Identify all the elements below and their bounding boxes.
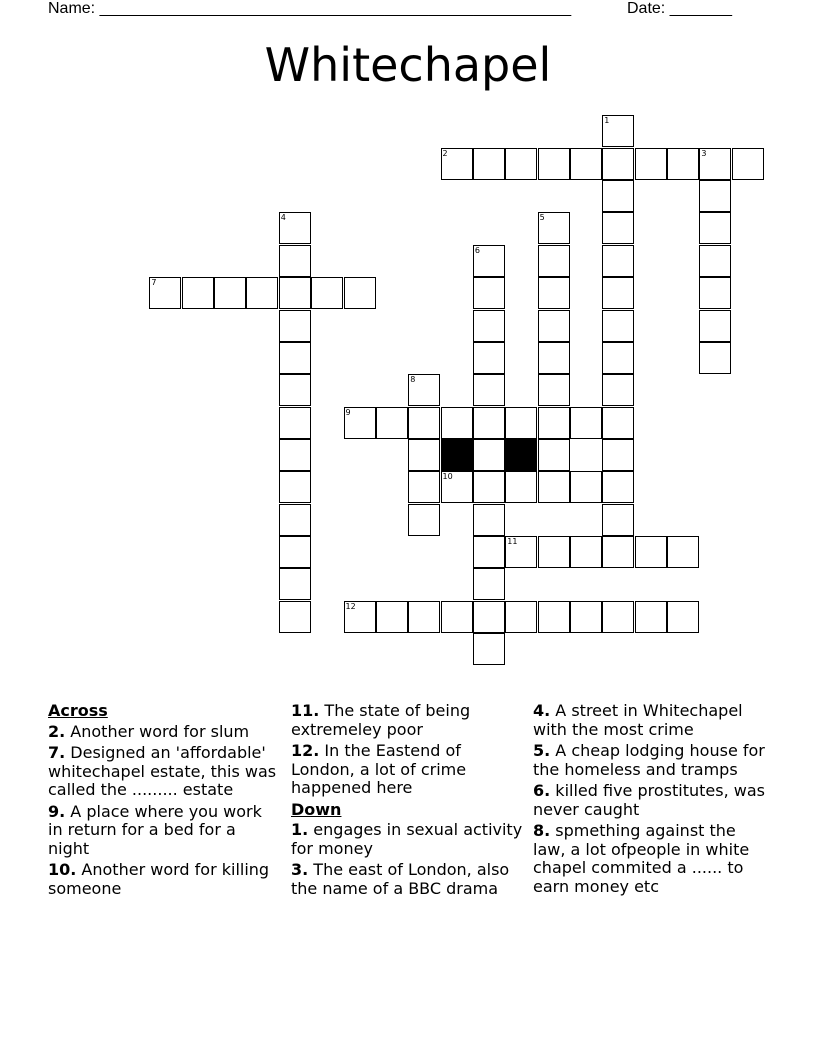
grid-cell[interactable] <box>473 245 505 277</box>
grid-cell[interactable] <box>667 148 699 180</box>
grid-cell[interactable] <box>570 471 602 503</box>
grid-cell[interactable] <box>602 471 634 503</box>
grid-cell[interactable] <box>473 633 505 665</box>
grid-cell[interactable] <box>408 407 440 439</box>
grid-cell[interactable] <box>279 342 311 374</box>
grid-cell[interactable] <box>602 342 634 374</box>
clue-number: 7 <box>151 278 157 288</box>
clue-item-text: The state of being extremeley poor <box>291 701 471 739</box>
grid-cell[interactable] <box>602 245 634 277</box>
clue-item <box>291 702 523 739</box>
grid-cell[interactable] <box>408 439 440 471</box>
clue-item <box>291 742 523 798</box>
grid-cell[interactable] <box>505 536 537 568</box>
grid-cell[interactable] <box>279 568 311 600</box>
clue-number: 10 <box>442 472 453 482</box>
grid-cell[interactable] <box>344 601 376 633</box>
clue-item-text: Another word for slum <box>65 721 250 741</box>
clue-item <box>291 861 523 898</box>
clue-item <box>48 744 280 800</box>
grid-cell[interactable] <box>732 148 764 180</box>
grid-cell[interactable] <box>473 374 505 406</box>
grid-cell[interactable] <box>699 180 731 212</box>
grid-cell[interactable] <box>570 601 602 633</box>
clue-item-text: The east of London, also the name of a BBC drama <box>291 860 510 898</box>
clue-item <box>48 803 280 859</box>
grid-cell[interactable] <box>699 148 731 180</box>
clue-item-text: engages in sexual activity for money <box>291 820 523 858</box>
clue-item-number: 5. <box>533 741 551 760</box>
grid-cell[interactable] <box>279 439 311 471</box>
grid-cell[interactable] <box>538 342 570 374</box>
grid-cell[interactable] <box>246 277 278 309</box>
across-clue-list-continued <box>291 702 523 798</box>
clue-number: 3 <box>701 148 707 158</box>
grid-cell[interactable] <box>667 536 699 568</box>
down-heading: Down <box>291 799 342 819</box>
grid-cell[interactable] <box>538 212 570 244</box>
clue-item <box>533 782 773 819</box>
date-label: Date: <box>627 0 666 17</box>
grid-cell[interactable] <box>602 277 634 309</box>
name-label: Name: <box>48 0 96 17</box>
grid-cell[interactable] <box>408 471 440 503</box>
grid-cell[interactable] <box>344 277 376 309</box>
grid-cell[interactable] <box>602 407 634 439</box>
grid-cell[interactable] <box>408 504 440 536</box>
clue-item-text: Designed an 'affordable' whitechapel estate, this was called the ......... estate <box>48 743 277 799</box>
grid-cell[interactable] <box>441 148 473 180</box>
clue-item <box>48 861 280 898</box>
clue-number: 2 <box>442 148 448 158</box>
grid-cell[interactable] <box>473 277 505 309</box>
grid-cell[interactable] <box>376 601 408 633</box>
clue-item-number: 2. <box>48 721 66 741</box>
clue-item-number: 12. <box>291 741 320 760</box>
clue-number: 8 <box>410 375 416 385</box>
grid-cell[interactable] <box>602 148 634 180</box>
puzzle-title: Whitechapel <box>264 38 552 92</box>
grid-cell[interactable] <box>473 310 505 342</box>
clue-number: 12 <box>345 601 356 611</box>
clue-item <box>533 702 773 739</box>
date-line[interactable]: _______ <box>669 0 732 17</box>
grid-cell[interactable] <box>538 374 570 406</box>
clue-item-text: A street in Whitechapel with the most crime <box>533 701 743 739</box>
grid-cell[interactable] <box>279 471 311 503</box>
clue-item-number: 6. <box>533 781 551 800</box>
grid-cell[interactable] <box>182 277 214 309</box>
grid-cell[interactable] <box>473 439 505 471</box>
clue-item-number: 11. <box>291 701 320 720</box>
grid-cell[interactable] <box>279 245 311 277</box>
clue-item-text: Another word for killing someone <box>48 860 270 898</box>
grid-cell[interactable] <box>602 115 634 147</box>
grid-cell[interactable] <box>602 180 634 212</box>
grid-cell[interactable] <box>602 310 634 342</box>
grid-cell[interactable] <box>279 374 311 406</box>
grid-cell[interactable] <box>279 212 311 244</box>
grid-cell[interactable] <box>214 277 246 309</box>
clue-item-text: A cheap lodging house for the homeless and tramps <box>533 741 765 779</box>
grid-cell[interactable] <box>279 407 311 439</box>
clues-column-1 <box>48 702 280 901</box>
grid-cell[interactable] <box>441 471 473 503</box>
grid-cell[interactable] <box>473 471 505 503</box>
grid-cell[interactable] <box>505 601 537 633</box>
grid-cell[interactable] <box>149 277 181 309</box>
clues-column-2 <box>291 702 523 901</box>
grid-cell[interactable] <box>538 439 570 471</box>
grid-cell[interactable] <box>538 148 570 180</box>
grid-cell[interactable] <box>570 148 602 180</box>
grid-cell[interactable] <box>376 407 408 439</box>
grid-cell[interactable] <box>505 471 537 503</box>
grid-cell[interactable] <box>279 310 311 342</box>
name-line[interactable]: _____________________________________________________ <box>99 0 572 17</box>
clue-item-number: 4. <box>533 701 551 720</box>
grid-cell[interactable] <box>667 601 699 633</box>
grid-cell[interactable] <box>635 601 667 633</box>
grid-cell[interactable] <box>602 374 634 406</box>
clue-item-number: 8. <box>533 821 551 840</box>
grid-cell[interactable] <box>344 407 376 439</box>
grid-cell[interactable] <box>570 536 602 568</box>
grid-cell[interactable] <box>408 374 440 406</box>
clue-item <box>291 821 523 858</box>
grid-cell[interactable] <box>538 471 570 503</box>
grid-cell[interactable] <box>570 407 602 439</box>
clue-number: 9 <box>345 407 351 417</box>
grid-cell[interactable] <box>699 277 731 309</box>
grid-cell[interactable] <box>699 342 731 374</box>
grid-cell[interactable] <box>635 536 667 568</box>
grid-cell[interactable] <box>473 148 505 180</box>
clue-item-number: 1. <box>291 820 309 839</box>
grid-cell[interactable] <box>538 601 570 633</box>
grid-cell[interactable] <box>505 407 537 439</box>
grid-cell[interactable] <box>441 407 473 439</box>
grid-cell[interactable] <box>279 504 311 536</box>
grid-cell[interactable] <box>473 504 505 536</box>
grid-cell[interactable] <box>538 245 570 277</box>
black-cell <box>441 439 473 471</box>
clue-number: 5 <box>539 213 545 223</box>
grid-cell[interactable] <box>699 310 731 342</box>
grid-cell[interactable] <box>473 407 505 439</box>
clue-number: 6 <box>474 245 480 255</box>
clue-item <box>48 723 280 742</box>
grid-cell[interactable] <box>279 536 311 568</box>
grid-cell[interactable] <box>699 245 731 277</box>
grid-cell[interactable] <box>602 439 634 471</box>
clue-number: 1 <box>604 116 610 126</box>
down-clue-list-continued <box>533 702 773 896</box>
clue-item-number: 10. <box>48 860 77 879</box>
grid-cell[interactable] <box>473 342 505 374</box>
grid-cell[interactable] <box>602 212 634 244</box>
grid-cell[interactable] <box>602 504 634 536</box>
clue-number: 11 <box>507 536 518 546</box>
black-cell <box>505 439 537 471</box>
grid-cell[interactable] <box>473 568 505 600</box>
clue-item-number: 3. <box>291 860 309 879</box>
grid-cell[interactable] <box>538 536 570 568</box>
clue-item <box>533 822 773 896</box>
grid-cell[interactable] <box>279 601 311 633</box>
grid-cell[interactable] <box>505 148 537 180</box>
clue-item <box>533 742 773 779</box>
clue-number: 4 <box>280 213 286 223</box>
grid-cell[interactable] <box>538 310 570 342</box>
clue-item-number: 7. <box>48 743 66 762</box>
grid-cell[interactable] <box>699 212 731 244</box>
clue-item-text: killed five prostitutes, was never caught <box>533 781 765 819</box>
grid-cell[interactable] <box>602 536 634 568</box>
grid-cell[interactable] <box>602 601 634 633</box>
across-clue-list <box>48 723 280 899</box>
clue-item-text: spmething against the law, a lot ofpeople in white chapel commited a ...... to earn money etc <box>533 821 750 896</box>
clues-column-3 <box>533 702 773 899</box>
grid-cell[interactable] <box>538 277 570 309</box>
grid-cell[interactable] <box>279 277 311 309</box>
grid-cell[interactable] <box>635 148 667 180</box>
grid-cell[interactable] <box>441 601 473 633</box>
clue-item-text: In the Eastend of London, a lot of crime happened here <box>291 741 467 797</box>
grid-cell[interactable] <box>538 407 570 439</box>
across-heading: Across <box>48 701 108 720</box>
clue-item-number: 9. <box>48 801 66 821</box>
grid-cell[interactable] <box>311 277 343 309</box>
grid-cell[interactable] <box>473 601 505 633</box>
down-clue-list <box>291 821 523 898</box>
grid-cell[interactable] <box>473 536 505 568</box>
clue-item-text: A place where you work in return for a bed for a night <box>48 801 262 858</box>
grid-cell[interactable] <box>408 601 440 633</box>
